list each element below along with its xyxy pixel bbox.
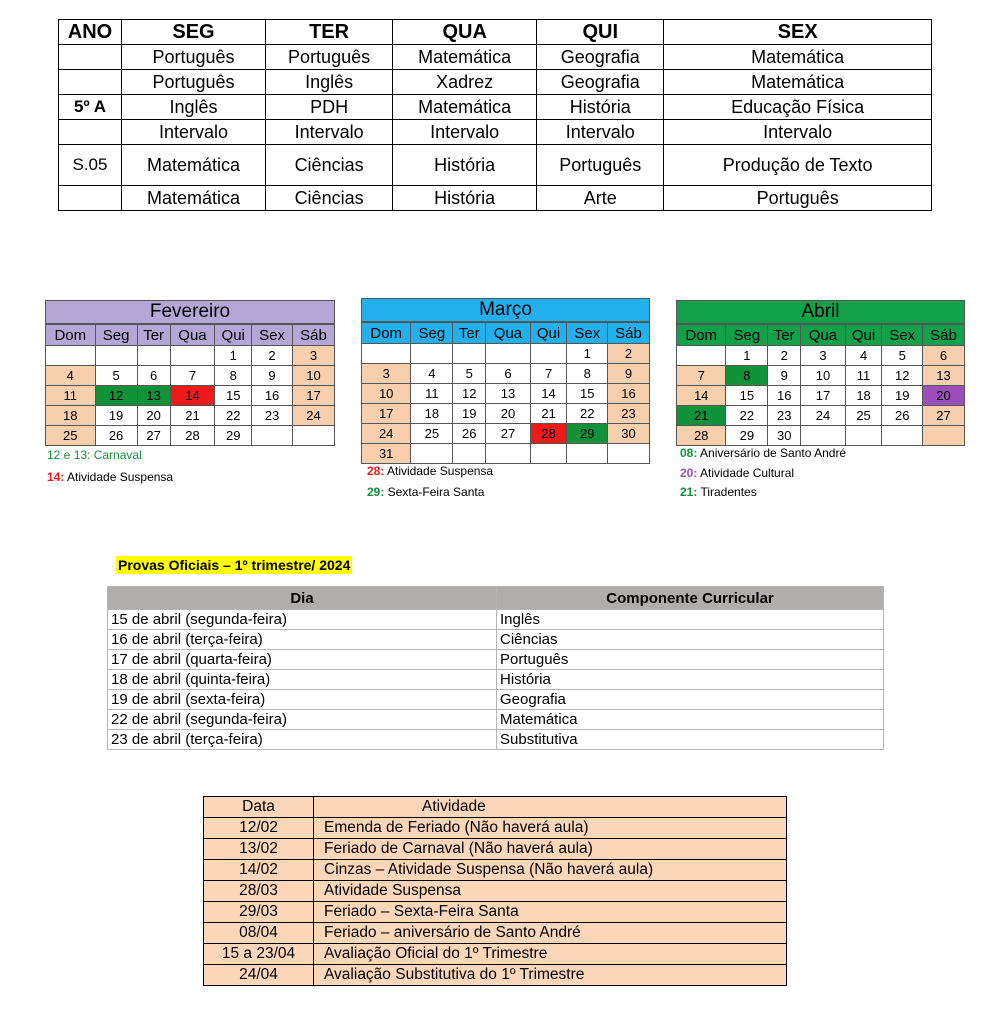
provas-dia-cell: 19 de abril (sexta-feira) — [108, 690, 497, 710]
calendar-day: 7 — [677, 366, 726, 386]
calendar-day: 13 — [486, 384, 530, 404]
atividades-row — [204, 902, 787, 923]
schedule-cell: Inglês — [122, 95, 266, 120]
calendar-weekday-row — [677, 325, 965, 346]
calendar-note — [47, 444, 173, 466]
calendar-week-row — [677, 386, 965, 406]
calendar-day: 28 — [677, 426, 726, 446]
calendar-day: 7 — [530, 364, 567, 384]
calendar-weekday: Seg — [726, 325, 768, 346]
calendar-weekday: Ter — [768, 325, 801, 346]
schedule-cell: Matemática — [122, 145, 266, 186]
provas-row — [108, 610, 884, 630]
calendar-day: 16 — [252, 386, 293, 406]
calendar-day: 27 — [923, 406, 965, 426]
atividades-row — [204, 860, 787, 881]
calendar-day: 2 — [252, 346, 293, 366]
calendar-day: 2 — [608, 344, 650, 364]
schedule-header: QUI — [537, 20, 664, 45]
calendar-day: 8 — [215, 366, 252, 386]
calendar-day: 19 — [882, 386, 923, 406]
calendar-note — [680, 483, 846, 503]
calendar-weekday: Seg — [95, 325, 137, 346]
provas-row — [108, 650, 884, 670]
atividades-text-cell: Atividade Suspensa — [314, 881, 787, 902]
provas-componente-cell: Inglês — [497, 610, 884, 630]
calendar-day — [252, 426, 293, 446]
schedule-year-cell — [59, 120, 122, 145]
calendar-day: 10 — [292, 366, 334, 386]
provas-componente-cell: Ciências — [497, 630, 884, 650]
calendar-weekday: Qui — [530, 323, 567, 344]
schedule-cell: Intervalo — [266, 120, 393, 145]
schedule-cell: História — [393, 186, 537, 211]
calendar-day: 11 — [411, 384, 453, 404]
calendar-day: 8 — [567, 364, 608, 384]
schedule-cell: Matemática — [393, 45, 537, 70]
calendar-note-text: Atividade Suspensa — [384, 464, 494, 478]
calendar-day: 4 — [845, 346, 882, 366]
calendar-day: 29 — [215, 426, 252, 446]
provas-row — [108, 670, 884, 690]
calendar-day: 5 — [453, 364, 486, 384]
calendar-day: 12 — [882, 366, 923, 386]
calendar-day: 14 — [170, 386, 215, 406]
calendar-note — [47, 466, 173, 488]
calendar-week-row — [677, 366, 965, 386]
calendar-day: 12 — [453, 384, 486, 404]
calendar-day: 17 — [362, 404, 411, 424]
calendar-day: 15 — [567, 384, 608, 404]
calendar-day: 17 — [801, 386, 845, 406]
schedule-cell: Matemática — [393, 95, 537, 120]
provas-title: Provas Oficiais – 1º trimestre/ 2024 — [118, 557, 351, 573]
calendar-day: 3 — [801, 346, 845, 366]
provas-dia-cell: 17 de abril (quarta-feira) — [108, 650, 497, 670]
calendar-day: 9 — [768, 366, 801, 386]
calendar-day: 28 — [170, 426, 215, 446]
calendar-day — [845, 426, 882, 446]
calendar-day: 30 — [608, 424, 650, 444]
schedule-cell: Arte — [537, 186, 664, 211]
atividades-data-cell: 08/04 — [204, 923, 314, 944]
calendar-day: 29 — [726, 426, 768, 446]
calendar-day: 30 — [768, 426, 801, 446]
calendar-day: 7 — [170, 366, 215, 386]
calendar-day: 16 — [768, 386, 801, 406]
calendar-week-row — [362, 384, 650, 404]
calendar-weekday: Qua — [486, 323, 530, 344]
calendar-day: 25 — [845, 406, 882, 426]
calendar-week-row — [677, 426, 965, 446]
calendar-day — [170, 346, 215, 366]
schedule-header: SEG — [122, 20, 266, 45]
calendar-note-key: 21: — [680, 485, 698, 499]
provas-componente-cell: Geografia — [497, 690, 884, 710]
calendar-month-title: Fevereiro — [45, 300, 335, 324]
calendar-day: 5 — [882, 346, 923, 366]
calendar-day — [292, 426, 334, 446]
calendar-day — [362, 344, 411, 364]
schedule-cell: Produção de Texto — [664, 145, 932, 186]
calendar-day: 22 — [726, 406, 768, 426]
calendar-day: 26 — [453, 424, 486, 444]
calendar-fevereiro — [45, 300, 335, 446]
atividades-data-cell: 24/04 — [204, 965, 314, 986]
calendar-day: 22 — [215, 406, 252, 426]
atividades-data-cell: 29/03 — [204, 902, 314, 923]
schedule-cell: Português — [266, 45, 393, 70]
schedule-row — [59, 145, 932, 186]
calendar-day — [95, 346, 137, 366]
calendar-day — [567, 444, 608, 464]
calendar-note-key: 29: — [367, 485, 385, 499]
calendar-day: 19 — [95, 406, 137, 426]
calendar-day: 17 — [292, 386, 334, 406]
atividades-row — [204, 839, 787, 860]
schedule-cell: Matemática — [664, 70, 932, 95]
calendar-note-text: Aniversário de Santo André — [697, 446, 847, 460]
provas-header-componente: Componente Curricular — [497, 587, 884, 610]
calendar-day: 9 — [608, 364, 650, 384]
atividades-data-cell: 14/02 — [204, 860, 314, 881]
calendar-day: 23 — [608, 404, 650, 424]
schedule-year-cell — [59, 45, 122, 70]
calendar-day: 21 — [530, 404, 567, 424]
calendar-day — [801, 426, 845, 446]
calendar-day — [530, 444, 567, 464]
schedule-cell: Xadrez — [393, 70, 537, 95]
atividades-row — [204, 881, 787, 902]
schedule-cell: Intervalo — [122, 120, 266, 145]
calendar-weekday: Sex — [252, 325, 293, 346]
provas-componente-cell: Português — [497, 650, 884, 670]
calendar-day: 14 — [677, 386, 726, 406]
calendar-day: 3 — [292, 346, 334, 366]
calendar-weekday: Ter — [137, 325, 170, 346]
schedule-cell: Geografia — [537, 45, 664, 70]
calendar-note-key: 20: — [680, 465, 698, 480]
calendar-abril — [676, 300, 965, 446]
calendar-note — [367, 461, 493, 482]
calendar-day: 10 — [801, 366, 845, 386]
calendar-notes-fevereiro — [47, 444, 173, 488]
calendar-weekday: Ter — [453, 323, 486, 344]
calendar-note-text: Atividade Cultural — [697, 465, 795, 480]
calendar-weekday: Sex — [882, 325, 923, 346]
atividades-header-data: Data — [204, 797, 314, 818]
calendar-day: 11 — [845, 366, 882, 386]
calendar-day: 25 — [46, 426, 96, 446]
schedule-cell: Português — [122, 45, 266, 70]
calendar-week-row — [46, 366, 335, 386]
schedule-header: SEX — [664, 20, 932, 45]
provas-row — [108, 630, 884, 650]
calendar-day: 23 — [768, 406, 801, 426]
schedule-cell: Português — [122, 70, 266, 95]
calendar-weekday: Sex — [567, 323, 608, 344]
atividades-header-atividade: Atividade — [314, 797, 787, 818]
schedule-cell: PDH — [266, 95, 393, 120]
calendar-day: 2 — [768, 346, 801, 366]
calendar-day: 27 — [486, 424, 530, 444]
schedule-cell: Ciências — [266, 186, 393, 211]
calendar-week-row — [46, 426, 335, 446]
calendar-day: 21 — [677, 406, 726, 426]
calendar-day: 22 — [567, 404, 608, 424]
calendar-week-row — [677, 406, 965, 426]
schedule-year-cell — [59, 70, 122, 95]
provas-componente-cell: História — [497, 670, 884, 690]
schedule-cell: História — [537, 95, 664, 120]
provas-dia-cell: 18 de abril (quinta-feira) — [108, 670, 497, 690]
calendar-day: 3 — [362, 364, 411, 384]
schedule-header: ANO — [59, 20, 122, 45]
class-schedule-table — [58, 19, 932, 211]
calendar-day: 26 — [882, 406, 923, 426]
atividades-text-cell: Feriado – Sexta-Feira Santa — [314, 902, 787, 923]
calendar-note — [367, 482, 493, 503]
schedule-cell: Matemática — [122, 186, 266, 211]
schedule-year-cell: S.05 — [59, 145, 122, 186]
schedule-cell: Geografia — [537, 70, 664, 95]
calendar-day: 28 — [530, 424, 567, 444]
calendar-day: 24 — [362, 424, 411, 444]
calendar-day — [608, 444, 650, 464]
atividades-text-cell: Feriado – aniversário de Santo André — [314, 923, 787, 944]
calendar-day — [923, 426, 965, 446]
calendar-day: 10 — [362, 384, 411, 404]
schedule-year-cell — [59, 186, 122, 211]
calendar-week-row — [362, 424, 650, 444]
schedule-cell: Português — [664, 186, 932, 211]
calendar-grid — [676, 324, 965, 446]
calendar-day: 1 — [215, 346, 252, 366]
calendar-day — [411, 344, 453, 364]
atividades-row — [204, 818, 787, 839]
calendar-week-row — [362, 404, 650, 424]
calendar-weekday: Qui — [215, 325, 252, 346]
calendar-weekday: Qui — [845, 325, 882, 346]
calendar-day: 18 — [46, 406, 96, 426]
calendar-day — [137, 346, 170, 366]
schedule-cell: Educação Física — [664, 95, 932, 120]
calendar-day: 29 — [567, 424, 608, 444]
provas-componente-cell: Matemática — [497, 710, 884, 730]
atividades-text-cell: Cinzas – Atividade Suspensa (Não haverá aula) — [314, 860, 787, 881]
calendar-notes-abril — [680, 444, 846, 503]
calendar-grid — [45, 324, 335, 446]
calendar-day — [677, 346, 726, 366]
calendar-day: 26 — [95, 426, 137, 446]
calendar-day: 16 — [608, 384, 650, 404]
schedule-row — [59, 120, 932, 145]
calendar-weekday: Sáb — [923, 325, 965, 346]
calendar-day: 6 — [486, 364, 530, 384]
calendar-note-key: 14: — [47, 470, 65, 484]
schedule-cell: Intervalo — [664, 120, 932, 145]
schedule-year-cell: 5º A — [59, 95, 122, 120]
provas-dia-cell: 22 de abril (segunda-feira) — [108, 710, 497, 730]
schedule-row — [59, 45, 932, 70]
calendar-week-row — [362, 364, 650, 384]
calendar-note-text: Atividade Suspensa — [64, 470, 174, 484]
schedule-header-row — [59, 20, 932, 45]
calendar-day — [486, 344, 530, 364]
calendar-day: 25 — [411, 424, 453, 444]
atividades-row — [204, 944, 787, 965]
atividades-data-cell: 15 a 23/04 — [204, 944, 314, 965]
provas-row — [108, 710, 884, 730]
calendar-note — [680, 464, 846, 484]
calendar-week-row — [46, 346, 335, 366]
calendar-day: 24 — [292, 406, 334, 426]
calendar-week-row — [677, 346, 965, 366]
calendar-day: 20 — [486, 404, 530, 424]
schedule-cell: Inglês — [266, 70, 393, 95]
calendar-day: 20 — [923, 386, 965, 406]
provas-row — [108, 730, 884, 750]
schedule-cell: Intervalo — [393, 120, 537, 145]
calendar-day: 27 — [137, 426, 170, 446]
calendar-week-row — [46, 386, 335, 406]
calendar-day: 6 — [137, 366, 170, 386]
calendar-day: 13 — [923, 366, 965, 386]
calendar-note-key: 12 e 13: — [47, 448, 91, 462]
provas-dia-cell: 23 de abril (terça-feira) — [108, 730, 497, 750]
atividades-data-cell: 28/03 — [204, 881, 314, 902]
calendar-month-title: Abril — [676, 300, 965, 324]
calendar-day: 18 — [411, 404, 453, 424]
calendar-day: 15 — [726, 386, 768, 406]
calendar-day: 1 — [726, 346, 768, 366]
calendar-day: 4 — [46, 366, 96, 386]
atividades-text-cell: Avaliação Oficial do 1º Trimestre — [314, 944, 787, 965]
atividades-header-row — [204, 797, 787, 818]
atividades-row — [204, 965, 787, 986]
calendar-day: 18 — [845, 386, 882, 406]
calendar-note-text: Carnaval — [90, 448, 142, 462]
calendar-day: 12 — [95, 386, 137, 406]
calendar-weekday: Dom — [362, 323, 411, 344]
calendar-weekday: Dom — [677, 325, 726, 346]
calendar-weekday-row — [46, 325, 335, 346]
calendar-day: 14 — [530, 384, 567, 404]
calendar-note-text: Sexta-Feira Santa — [384, 485, 485, 499]
calendar-day: 5 — [95, 366, 137, 386]
calendar-day — [530, 344, 567, 364]
calendar-weekday: Dom — [46, 325, 96, 346]
calendar-note-key: 08: — [680, 446, 698, 460]
calendar-weekday: Qua — [170, 325, 215, 346]
schedule-cell: Intervalo — [537, 120, 664, 145]
calendar-note — [680, 444, 846, 464]
calendar-day: 20 — [137, 406, 170, 426]
atividades-table — [203, 796, 787, 986]
calendar-day: 4 — [411, 364, 453, 384]
calendar-day: 1 — [567, 344, 608, 364]
calendar-day: 31 — [362, 444, 411, 464]
atividades-data-cell: 12/02 — [204, 818, 314, 839]
calendar-day: 11 — [46, 386, 96, 406]
provas-componente-cell: Substitutiva — [497, 730, 884, 750]
calendar-day — [882, 426, 923, 446]
calendar-note-text: Tiradentes — [697, 485, 757, 499]
calendar-day: 8 — [726, 366, 768, 386]
calendar-month-title: Março — [361, 298, 650, 322]
calendar-weekday: Qua — [801, 325, 845, 346]
calendar-day: 6 — [923, 346, 965, 366]
calendar-weekday: Sáb — [292, 325, 334, 346]
atividades-data-cell: 13/02 — [204, 839, 314, 860]
calendar-weekday: Sáb — [608, 323, 650, 344]
schedule-cell: História — [393, 145, 537, 186]
calendar-day: 23 — [252, 406, 293, 426]
provas-dia-cell: 16 de abril (terça-feira) — [108, 630, 497, 650]
provas-row — [108, 690, 884, 710]
calendar-note-key: 28: — [367, 464, 385, 478]
atividades-text-cell: Emenda de Feriado (Não haverá aula) — [314, 818, 787, 839]
calendar-day: 21 — [170, 406, 215, 426]
schedule-cell: Ciências — [266, 145, 393, 186]
schedule-header: TER — [266, 20, 393, 45]
provas-dia-cell: 15 de abril (segunda-feira) — [108, 610, 497, 630]
calendar-day — [46, 346, 96, 366]
calendar-day — [453, 344, 486, 364]
calendar-day: 19 — [453, 404, 486, 424]
schedule-cell: Português — [537, 145, 664, 186]
calendar-grid — [361, 322, 650, 464]
schedule-row — [59, 95, 932, 120]
calendar-week-row — [46, 406, 335, 426]
provas-table — [107, 586, 884, 750]
atividades-text-cell: Avaliação Substitutiva do 1º Trimestre — [314, 965, 787, 986]
calendar-weekday: Seg — [411, 323, 453, 344]
provas-header-row — [108, 587, 884, 610]
calendar-day: 13 — [137, 386, 170, 406]
calendar-day: 9 — [252, 366, 293, 386]
calendar-weekday-row — [362, 323, 650, 344]
schedule-row — [59, 70, 932, 95]
calendar-marco — [361, 298, 650, 464]
calendar-day: 24 — [801, 406, 845, 426]
schedule-row — [59, 186, 932, 211]
schedule-cell: Matemática — [664, 45, 932, 70]
provas-header-dia: Dia — [108, 587, 497, 610]
atividades-row — [204, 923, 787, 944]
calendar-week-row — [362, 344, 650, 364]
calendar-day: 15 — [215, 386, 252, 406]
schedule-header: QUA — [393, 20, 537, 45]
calendar-notes-marco — [367, 461, 493, 503]
atividades-text-cell: Feriado de Carnaval (Não haverá aula) — [314, 839, 787, 860]
